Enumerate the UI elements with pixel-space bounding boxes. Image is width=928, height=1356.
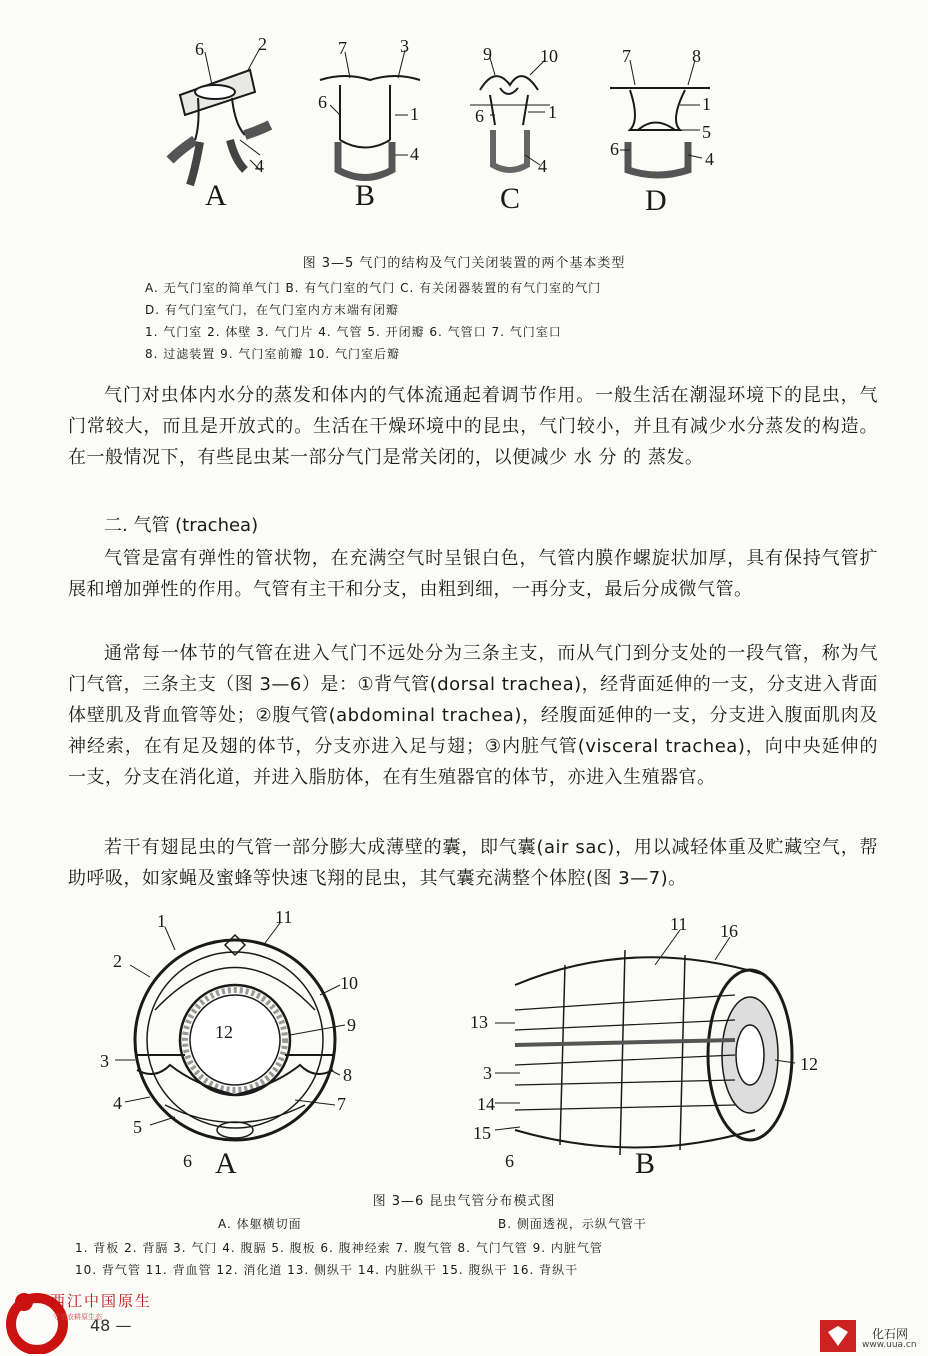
fig36-label: 13 xyxy=(470,1012,488,1032)
figure-3-6-legend-line: 1. 背板 2. 背膈 3. 气门 4. 腹膈 5. 腹板 6. 腹神经索 7. 腹气管 8. 气门气管 9. 内脏气管 xyxy=(75,1241,603,1255)
fig35-label: 6 xyxy=(195,39,204,59)
figure-3-6 xyxy=(95,905,855,1185)
fig35-label: 10 xyxy=(540,46,558,66)
fig35-label: 1 xyxy=(548,102,557,122)
fig36-label: 9 xyxy=(347,1015,356,1035)
watermark-left-text: 西江中国原生 xyxy=(50,1292,153,1310)
fig35-label: 1 xyxy=(410,104,419,124)
figure-3-5 xyxy=(150,30,770,245)
fig36-label: 3 xyxy=(100,1051,109,1071)
figure-3-6-subcaption-a: A. 体躯横切面 xyxy=(218,1217,302,1231)
figure-3-6-panel-b xyxy=(515,950,792,1155)
fig35-label: 9 xyxy=(483,44,492,64)
fig36-label: 1 xyxy=(157,911,166,931)
figure-3-6-legend-line: 10. 背气管 11. 背血管 12. 消化道 13. 侧纵干 14. 内脏纵干 15. 腹纵干 16. 背纵干 xyxy=(75,1263,579,1277)
figure-3-5-title: 图 3—5 气门的结构及气门关闭装置的两个基本类型 xyxy=(302,256,626,271)
fig36-panel-letter: B xyxy=(635,1147,656,1180)
paragraph-air-sac: 若干有翅昆虫的气管一部分膨大成薄壁的囊，即气囊(air sac)，用以减轻体重及贮藏空气，帮助呼吸，如家蝇及蜜蜂等快速飞翔的昆虫，其气囊充满整个体腔(图 3—7)。 xyxy=(68,837,878,889)
fig35-panel-letter: A xyxy=(205,179,227,212)
fig36-label: 3 xyxy=(483,1063,492,1083)
fig36-label: 11 xyxy=(670,914,688,934)
fig36-label: 2 xyxy=(113,951,122,971)
figure-3-5-legend-line: 1. 气门室 2. 体壁 3. 气门片 4. 气管 5. 开闭瓣 6. 气管口 7. 气门室口 xyxy=(145,325,562,339)
fig36-panel-letter: A xyxy=(215,1147,237,1180)
fig36-label: 16 xyxy=(720,921,738,941)
figure-3-6-panel-a xyxy=(135,935,335,1140)
fig35-label: 4 xyxy=(538,156,547,176)
fig35-label: 8 xyxy=(692,46,701,66)
fig35-label: 4 xyxy=(705,149,714,169)
fig35-label: 3 xyxy=(400,36,409,56)
fig36-label: 12 xyxy=(800,1054,818,1074)
fig36-label: 6 xyxy=(183,1151,192,1171)
fig36-label: 8 xyxy=(343,1065,352,1085)
figure-3-5-panel-b xyxy=(320,76,420,178)
fig36-label: 14 xyxy=(477,1094,495,1114)
fig35-label: 4 xyxy=(255,156,264,176)
figure-3-6-title: 图 3—6 昆虫气管分布模式图 xyxy=(372,1194,556,1209)
fig35-panel-letter: B xyxy=(355,179,376,212)
fig35-label: 4 xyxy=(410,144,419,164)
fig35-label: 5 xyxy=(702,122,711,142)
figure-3-5-legend-line: 8. 过滤装置 9. 气门室前瓣 10. 气门室后瓣 xyxy=(145,347,401,361)
fig36-label: 6 xyxy=(505,1151,514,1171)
fig35-panel-letter: C xyxy=(500,182,521,215)
fig36-label: 15 xyxy=(473,1123,491,1143)
figure-3-6-subcaption-b: B. 侧面透视，示纵气管干 xyxy=(498,1217,647,1231)
fig36-label: 5 xyxy=(133,1117,142,1137)
figure-3-5-panel-d xyxy=(610,88,710,175)
fig35-label: 7 xyxy=(622,46,631,66)
fig36-label: 4 xyxy=(113,1093,122,1113)
paragraph-spiracle-regulation: 气门对虫体内水分的蒸发和体内的气体流通起着调节作用。一般生活在潮湿环境下的昆虫，气门常较大，而且是开放式的。生活在干燥环境中的昆虫，气门较小，并且有减少水分蒸发的构造。在一般情况下，有些昆虫某一部分气门是常关闭的，以便减少 水 分 的 蒸发。 xyxy=(68,385,878,468)
fig35-label: 1 xyxy=(702,94,711,114)
fig36-label: 11 xyxy=(275,907,293,927)
section-heading-trachea: 二. 气管 (trachea) xyxy=(104,515,259,536)
page-number: 48 — xyxy=(90,1316,132,1335)
fig35-label: 6 xyxy=(318,92,327,112)
paragraph-trachea-branches: 通常每一体节的气管在进入气门不远处分为三条主支，而从气门到分支处的一段气管，称为气门气管，三条主支（图 3—6）是：①背气管(dorsal trachea)，经背面延伸的一支，分支进入背面体壁肌及背血管等处；②腹气管(abdominal trachea)，经腹面延伸的一支，分支进入腹面肌肉及神经索，在有足及翅的体节，分支亦进入足与翅；③内脏气管(visceral trachea)，向中央延伸的一支，分支在消化道，并进入脂肪体，在有生殖器官的体节，亦进入生殖器官。 xyxy=(68,643,878,788)
figure-3-5-legend-line: D. 有气门室气门，在气门室内方末端有闭瓣 xyxy=(145,303,399,317)
paragraph-trachea-structure: 气管是富有弹性的管状物，在充满空气时呈银白色，气管内膜作螺旋状加厚，具有保持气管扩展和增加弹性的作用。气管有主干和分支，由粗到细，一再分支，最后分成微气管。 xyxy=(68,548,878,600)
watermark-left-subtext: 守望农耕原生态 xyxy=(53,1313,102,1321)
fig35-label: 6 xyxy=(475,106,484,126)
watermark-right-url: www.uua.cn xyxy=(862,1340,917,1350)
figure-3-5-legend-line: A. 无气门室的简单气门 B. 有气门室的气门 C. 有关闭器装置的有气门室的气门 xyxy=(145,281,602,295)
fig36-label: 10 xyxy=(340,973,358,993)
fig35-label: 7 xyxy=(338,38,347,58)
watermark-right-text: 化石网 xyxy=(872,1327,909,1341)
fig35-label: 2 xyxy=(258,34,267,54)
fig36-label: 7 xyxy=(337,1094,346,1114)
fig35-label: 6 xyxy=(610,139,619,159)
fig36-label: 12 xyxy=(215,1022,233,1042)
fig35-panel-letter: D xyxy=(645,184,667,217)
